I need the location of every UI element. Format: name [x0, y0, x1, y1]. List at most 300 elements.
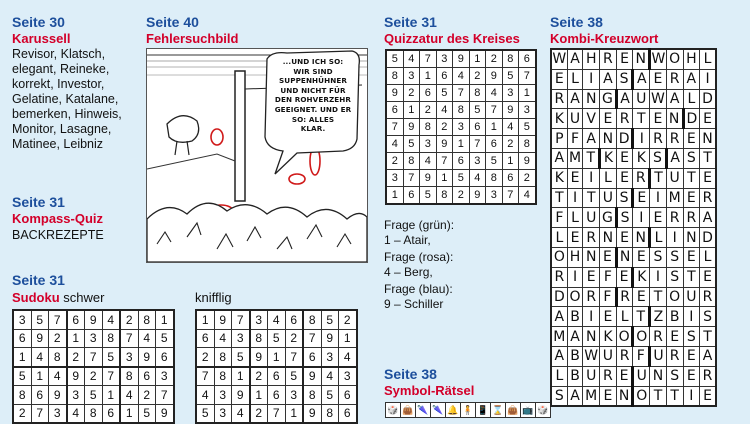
grid-cell: 9: [303, 404, 321, 423]
carousel-page: Seite 30: [12, 14, 65, 30]
kombi-row: [551, 168, 716, 188]
sudoku-level-schwer: schwer: [63, 290, 105, 305]
sudoku-level-knifflig: knifflig: [195, 290, 232, 305]
grid-cell: 4: [486, 85, 503, 102]
kombi-cell: R: [683, 208, 700, 228]
kombi-cell: T: [551, 188, 567, 208]
kombi-cell: E: [700, 109, 716, 129]
kombi-cell: R: [583, 228, 600, 248]
grid-cell: 9: [250, 348, 268, 367]
kombi-cell: S: [683, 148, 700, 168]
grid-cell: 7: [31, 404, 49, 423]
kombi-cell: R: [666, 69, 683, 89]
kombi-row: [551, 346, 716, 366]
sudoku-schwer-grid: [12, 309, 175, 424]
grid-cell: 9: [138, 348, 156, 367]
kombi-cell: R: [650, 327, 667, 347]
symbol-icon: 📱: [476, 403, 491, 418]
kombi-cell: M: [551, 327, 567, 347]
kombi-cell: R: [700, 287, 716, 307]
grid-cell: 9: [436, 136, 453, 153]
grid-cell: 3: [339, 367, 357, 386]
grid-cell: 5: [436, 85, 453, 102]
grid-cell: 1: [486, 119, 503, 136]
kombi-cell: H: [583, 49, 600, 69]
grid-cell: 3: [486, 187, 503, 205]
grid-cell: 5: [285, 367, 303, 386]
kombi-cell: U: [567, 109, 583, 129]
carousel-line: bemerken, Hinweis,: [12, 107, 122, 121]
kombi-cell: R: [600, 49, 617, 69]
kombi-cell: N: [700, 129, 716, 149]
grid-cell: 1: [196, 310, 214, 329]
grid-cell: 9: [469, 187, 486, 205]
bubble-line: SUPPENHÜHNER: [278, 76, 347, 86]
grid-cell: 1: [420, 68, 437, 85]
symbol-icon: 👜: [506, 403, 521, 418]
kombi-cell: E: [700, 267, 716, 287]
kombi-cell: A: [567, 49, 583, 69]
kombi-cell: S: [616, 188, 633, 208]
kombi-cell: F: [600, 287, 617, 307]
kombi-cell: K: [600, 327, 617, 347]
kombi-row: [551, 287, 716, 307]
grid-cell: 4: [120, 386, 138, 405]
kombi-row: [551, 366, 716, 386]
grid-cell: 6: [67, 310, 85, 329]
grid-cell: 5: [519, 119, 536, 136]
grid-cell: 8: [303, 386, 321, 405]
grid-cell: 9: [519, 153, 536, 170]
grid-row: [196, 348, 357, 367]
grid-cell: 8: [502, 50, 519, 68]
kombi-cell: E: [700, 386, 716, 406]
kombi-cell: N: [633, 228, 650, 248]
kombi-cell: E: [616, 168, 633, 188]
grid-cell: 7: [486, 102, 503, 119]
kombi-cell: A: [583, 129, 600, 149]
grid-row: [196, 367, 357, 386]
grid-cell: 4: [31, 348, 49, 367]
kombi-cell: B: [567, 307, 583, 327]
grid-cell: 3: [285, 386, 303, 405]
grid-cell: 6: [469, 119, 486, 136]
grid-cell: 5: [321, 310, 339, 329]
bubble-line: ...UND ICH SO:: [282, 57, 344, 66]
grid-cell: 3: [519, 102, 536, 119]
kombi-cell: K: [633, 267, 650, 287]
compass-page: Seite 31: [12, 194, 65, 210]
kombi-row: [551, 267, 716, 287]
kombi-cell: E: [600, 307, 617, 327]
kombi-row: [551, 208, 716, 228]
kombi-cell: E: [633, 188, 650, 208]
kombi-cell: S: [650, 148, 667, 168]
symbol-icon: ⌛: [491, 403, 506, 418]
grid-cell: 4: [436, 102, 453, 119]
kombi-cell: R: [633, 168, 650, 188]
kombi-cell: B: [666, 307, 683, 327]
grid-cell: 5: [420, 187, 437, 205]
kombi-cell: A: [567, 327, 583, 347]
kombi-cell: A: [683, 69, 700, 89]
grid-cell: 6: [339, 386, 357, 405]
quiz-answers: [384, 218, 454, 311]
grid-row: [196, 329, 357, 348]
grid-cell: 1: [502, 153, 519, 170]
grid-cell: 2: [519, 170, 536, 187]
symbol-icon: 🎲: [386, 403, 401, 418]
kombi-cell: E: [683, 366, 700, 386]
grid-cell: 7: [303, 329, 321, 348]
kombi-cell: R: [551, 267, 567, 287]
carousel-title: Karussell: [12, 31, 71, 46]
kombi-cell: F: [567, 129, 583, 149]
grid-cell: 8: [250, 329, 268, 348]
grid-cell: 4: [386, 136, 403, 153]
grid-cell: 4: [321, 367, 339, 386]
kombi-cell: A: [551, 148, 567, 168]
grid-cell: 4: [339, 348, 357, 367]
kombi-cell: R: [600, 366, 617, 386]
grid-cell: 7: [420, 50, 437, 68]
kombi-cell: U: [666, 168, 683, 188]
carousel-line: Gelatine, Katalane,: [12, 92, 119, 106]
kombi-cell: L: [700, 247, 716, 267]
kombi-cell: L: [567, 69, 583, 89]
grid-cell: 5: [196, 404, 214, 423]
grid-cell: 4: [67, 404, 85, 423]
grid-cell: 7: [196, 367, 214, 386]
kombi-cell: L: [650, 228, 667, 248]
kombi-cell: U: [633, 366, 650, 386]
grid-cell: 1: [453, 136, 470, 153]
grid-cell: 6: [196, 329, 214, 348]
kombi-cell: R: [666, 208, 683, 228]
grid-cell: 3: [85, 329, 103, 348]
grid-cell: 1: [339, 329, 357, 348]
kombi-cell: A: [551, 307, 567, 327]
grid-row: [386, 136, 536, 153]
compass-title: Kompass-Quiz: [12, 211, 104, 226]
kombi-cell: E: [600, 247, 617, 267]
grid-cell: 2: [386, 153, 403, 170]
grid-cell: 8: [49, 348, 67, 367]
grid-cell: 3: [386, 170, 403, 187]
grid-cell: 7: [49, 310, 67, 329]
quiz-page: Seite 31: [384, 14, 437, 30]
kombi-cell: O: [633, 327, 650, 347]
kombi-cell: E: [616, 49, 633, 69]
grid-cell: 8: [486, 170, 503, 187]
kombi-cell: U: [683, 287, 700, 307]
kombi-cell: I: [650, 267, 667, 287]
kombi-cell: F: [633, 346, 650, 366]
kombi-row: [551, 386, 716, 406]
grid-cell: 8: [519, 136, 536, 153]
grid-cell: 3: [67, 386, 85, 405]
symbol-icon: 🌂: [431, 403, 446, 418]
kombi-cell: A: [666, 148, 683, 168]
grid-cell: 6: [502, 170, 519, 187]
answer-line: Frage (blau):: [384, 282, 453, 296]
grid-cell: 6: [13, 329, 31, 348]
grid-cell: 5: [138, 404, 156, 423]
answer-line: 1 – Atair,: [384, 232, 431, 247]
kombi-cell: A: [551, 346, 567, 366]
grid-cell: 8: [386, 68, 403, 85]
grid-cell: 5: [31, 310, 49, 329]
kombi-cell: N: [633, 49, 650, 69]
grid-cell: 2: [453, 187, 470, 205]
kombi-cell: M: [568, 150, 582, 167]
grid-cell: 3: [156, 367, 174, 386]
kombi-cell: N: [583, 327, 600, 347]
answer-line: 9 – Schiller: [384, 296, 444, 311]
grid-cell: 7: [436, 153, 453, 170]
kombi-cell: K: [600, 148, 617, 168]
grid-cell: 4: [196, 386, 214, 405]
grid-cell: 2: [486, 50, 503, 68]
kombi-cell: E: [567, 228, 583, 248]
kombi-cell: I: [683, 307, 700, 327]
grid-cell: 3: [321, 348, 339, 367]
kombi-cell: E: [683, 129, 700, 149]
grid-row: [13, 404, 174, 423]
grid-cell: 2: [85, 367, 103, 386]
grid-cell: 8: [85, 404, 103, 423]
kombi-cell: I: [700, 69, 716, 89]
grid-cell: 7: [85, 348, 103, 367]
kombi-cell: A: [633, 69, 650, 89]
kombi-page: Seite 38: [550, 14, 603, 30]
grid-row: [13, 386, 174, 405]
kombi-cell: A: [700, 208, 716, 228]
grid-cell: 7: [386, 119, 403, 136]
symbol-icon: 🎲: [536, 403, 551, 418]
kombi-cell: N: [600, 129, 617, 149]
grid-cell: 5: [13, 367, 31, 386]
grid-cell: 8: [403, 153, 420, 170]
grid-cell: 2: [67, 348, 85, 367]
kombi-cell: O: [666, 287, 683, 307]
grid-cell: 5: [102, 348, 120, 367]
kombi-cell: T: [583, 188, 600, 208]
grid-cell: 3: [403, 68, 420, 85]
grid-cell: 2: [250, 367, 268, 386]
symbol-icon: 📺: [521, 403, 536, 418]
grid-cell: 8: [102, 329, 120, 348]
grid-cell: 2: [138, 386, 156, 405]
grid-cell: 2: [339, 310, 357, 329]
sudoku-title: Sudoku: [12, 290, 60, 305]
grid-cell: 5: [386, 50, 403, 68]
grid-cell: 6: [156, 348, 174, 367]
kombi-cell: R: [666, 346, 683, 366]
grid-cell: 5: [156, 329, 174, 348]
sudoku-knifflig-grid: [195, 309, 358, 424]
kombi-cell: T: [700, 148, 716, 168]
grid-row: [386, 102, 536, 119]
kombi-cell: S: [616, 69, 633, 89]
grid-cell: 5: [321, 386, 339, 405]
kombi-cell: K: [633, 148, 650, 168]
kombi-cell: E: [683, 247, 700, 267]
grid-cell: 1: [403, 102, 420, 119]
kombi-cell: F: [600, 267, 617, 287]
grid-cell: 9: [31, 329, 49, 348]
grid-cell: 9: [486, 68, 503, 85]
kombi-row: [551, 228, 716, 248]
grid-cell: 9: [85, 310, 103, 329]
grid-cell: 8: [453, 102, 470, 119]
grid-cell: 1: [268, 348, 286, 367]
kombi-cell: H: [683, 49, 700, 69]
kombi-cell: U: [600, 188, 617, 208]
grid-cell: 2: [196, 348, 214, 367]
bubble-line: UND NICHT FÜR: [280, 85, 346, 95]
kombi-cell: S: [616, 208, 633, 228]
grid-row: [386, 50, 536, 68]
grid-row: [386, 153, 536, 170]
grid-cell: 1: [232, 367, 250, 386]
kombi-cell: U: [633, 89, 650, 109]
symbol-grid: [385, 402, 551, 418]
grid-cell: 4: [469, 170, 486, 187]
kombi-cell: I: [567, 188, 583, 208]
kombi-cell: I: [583, 69, 600, 89]
grid-cell: 6: [31, 386, 49, 405]
grid-cell: 1: [436, 170, 453, 187]
grid-cell: 6: [102, 404, 120, 423]
grid-cell: 6: [285, 310, 303, 329]
grid-cell: 2: [436, 119, 453, 136]
kombi-cell: N: [600, 228, 617, 248]
kombi-cell: O: [551, 247, 567, 267]
grid-cell: 9: [49, 386, 67, 405]
kombi-cell: R: [583, 287, 600, 307]
kombi-cell: A: [666, 89, 683, 109]
kombi-cell: N: [683, 228, 700, 248]
kombi-cell: H: [567, 247, 583, 267]
kombi-cell: L: [600, 168, 617, 188]
kombi-cell: T: [583, 148, 600, 168]
grid-cell: 6: [339, 404, 357, 423]
kombi-cell: E: [633, 287, 650, 307]
kombi-row: [551, 109, 716, 129]
grid-cell: 7: [469, 136, 486, 153]
kombi-cell: D: [700, 228, 716, 248]
bubble-line: WIR SIND: [293, 66, 333, 76]
kombi-cell: U: [583, 208, 600, 228]
answer-line: Frage (grün):: [384, 218, 455, 232]
sudoku-heading: [12, 290, 104, 305]
grid-cell: 7: [102, 367, 120, 386]
kombi-cell: T: [666, 386, 683, 406]
grid-cell: 1: [250, 386, 268, 405]
kombi-title: Kombi-Kreuzwort: [550, 31, 659, 46]
kombi-cell: T: [650, 287, 667, 307]
kombi-cell: M: [666, 188, 683, 208]
grid-cell: 5: [502, 68, 519, 85]
grid-cell: 8: [13, 386, 31, 405]
grid-cell: 1: [285, 404, 303, 423]
grid-cell: 4: [214, 329, 232, 348]
grid-cell: 7: [519, 68, 536, 85]
kombi-cell: N: [616, 247, 633, 267]
grid-row: [13, 348, 174, 367]
grid-cell: 4: [420, 153, 437, 170]
grid-cell: 1: [156, 310, 174, 329]
kombi-row: [551, 69, 716, 89]
kombi-row: [551, 148, 716, 168]
kombi-cell: R: [650, 129, 667, 149]
grid-cell: 2: [13, 404, 31, 423]
kombi-cell: I: [633, 129, 650, 149]
kombi-cell: S: [666, 267, 683, 287]
kombi-cell: T: [700, 327, 716, 347]
grid-cell: 5: [232, 348, 250, 367]
grid-cell: 8: [214, 348, 232, 367]
grid-cell: 1: [469, 50, 486, 68]
kombi-cell: B: [567, 366, 583, 386]
kombi-cell: P: [551, 129, 567, 149]
grid-cell: 5: [453, 170, 470, 187]
grid-cell: 4: [138, 329, 156, 348]
kombi-cell: I: [650, 188, 667, 208]
kombi-cell: E: [551, 69, 567, 89]
kombi-cell: R: [616, 287, 633, 307]
kombi-cell: D: [616, 129, 633, 149]
grid-cell: 5: [85, 386, 103, 405]
grid-cell: 4: [519, 187, 536, 205]
kombi-cell: R: [551, 89, 567, 109]
carousel-line: korrekt, Investor,: [12, 77, 105, 91]
carousel-line: elegant, Reineke,: [12, 62, 110, 76]
compass-answer: BACKREZEPTE: [12, 228, 104, 242]
kombi-cell: K: [551, 168, 567, 188]
kombi-cell: E: [616, 267, 633, 287]
kombi-row: [551, 89, 716, 109]
kombi-cell: O: [666, 49, 683, 69]
kombi-cell: O: [616, 327, 633, 347]
quiz-grid: [385, 49, 537, 205]
grid-cell: 7: [120, 329, 138, 348]
kombi-grid: [550, 48, 717, 407]
kombi-cell: L: [551, 228, 567, 248]
kombi-cell: M: [583, 386, 600, 406]
symbol-row: [386, 403, 551, 418]
grid-cell: 9: [303, 367, 321, 386]
kombi-cell: I: [666, 228, 683, 248]
grid-cell: 8: [303, 310, 321, 329]
grid-row: [13, 329, 174, 348]
quiz-title: Quizzatur des Kreises: [384, 31, 520, 46]
kombi-cell: T: [683, 267, 700, 287]
grid-cell: 6: [453, 153, 470, 170]
kombi-cell: E: [616, 228, 633, 248]
kombi-cell: L: [616, 307, 633, 327]
symbol-icon: 👜: [401, 403, 416, 418]
grid-cell: 4: [453, 68, 470, 85]
grid-cell: 8: [321, 404, 339, 423]
grid-row: [196, 404, 357, 423]
kombi-cell: A: [567, 386, 583, 406]
kombi-cell: E: [683, 346, 700, 366]
grid-cell: 3: [436, 50, 453, 68]
grid-cell: 2: [49, 329, 67, 348]
grid-row: [196, 386, 357, 405]
